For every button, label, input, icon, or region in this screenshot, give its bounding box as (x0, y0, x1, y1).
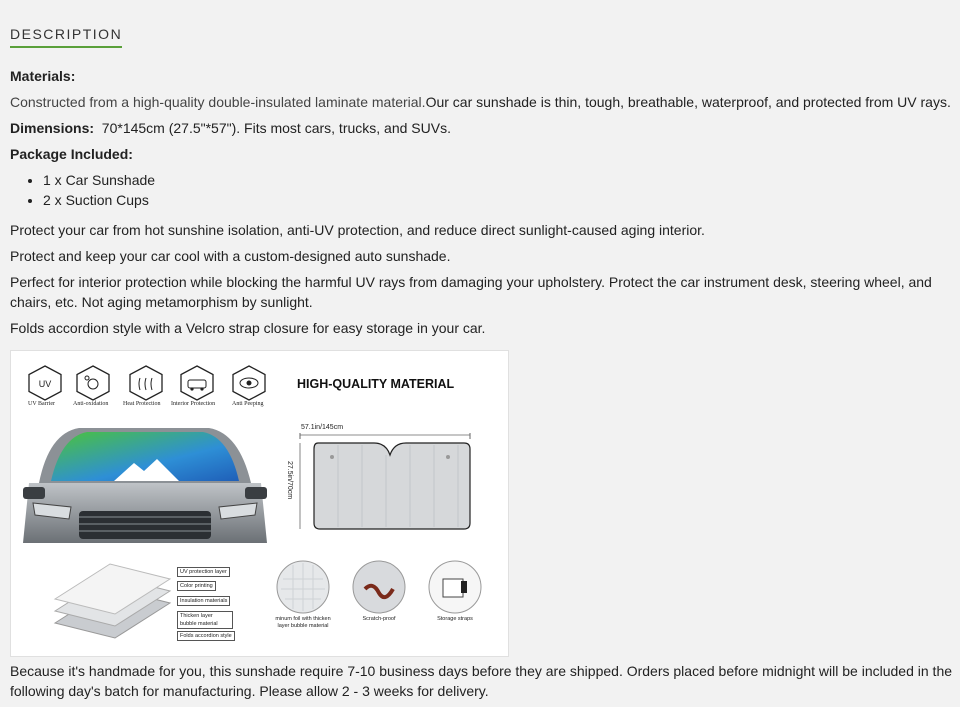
scratch-detail-image (349, 559, 409, 615)
materials-text-main: Our car sunshade is thin, tough, breathable, waterproof, and protected from UV rays. (425, 94, 951, 110)
tab-description[interactable]: DESCRIPTION (10, 26, 122, 48)
feature-label: Anti Peeping (232, 401, 264, 407)
uv-icon (27, 365, 63, 401)
width-label: 57.1in/145cm (301, 424, 344, 431)
package-item: • 2 x Suction Cups (43, 190, 955, 210)
paragraph: Folds accordion style with a Velcro strap closure for easy storage in your car. (10, 320, 486, 336)
layer-label: Color printing (177, 581, 216, 591)
feature-label: UV Barrier (28, 401, 56, 407)
feature-label: Interior Protection (171, 401, 216, 407)
dimensions-label: Dimensions: (10, 120, 95, 136)
strap-detail-image (425, 559, 485, 615)
detail-caption: minum foil with thicken layer bubble material (275, 616, 331, 629)
materials-heading: Materials: (10, 68, 76, 84)
layer-label: Thicken layer bubble material (177, 611, 233, 629)
car-icon (179, 365, 215, 401)
materials-text-light: Constructed from a high-quality double-insulated laminate material. (10, 94, 426, 110)
layers-illustration (45, 563, 175, 643)
dimensions-line (10, 118, 955, 138)
materials-text (10, 92, 955, 112)
product-image (10, 350, 509, 657)
paragraph: Protect and keep your car cool with a custom-designed auto sunshade. (10, 248, 451, 264)
sunshade-diagram (298, 433, 478, 533)
eye-icon (231, 365, 267, 401)
package-item: • 1 x Car Sunshade (43, 170, 955, 190)
image-title: HIGH-QUALITY MATERIAL (297, 377, 455, 391)
detail-caption: Storage straps (437, 616, 473, 622)
layer-label: Folds accordion style (177, 631, 235, 641)
description-body (10, 66, 955, 344)
detail-caption: Scratch-proof (362, 616, 396, 622)
package-heading: Package Included: (10, 146, 133, 162)
paragraph: Perfect for interior protection while blocking the harmful UV rays from damaging your upholstery. Protect the car instrument desk, steering wheel, and chairs, etc. Not aging metamorphism by sunlight. (10, 274, 932, 310)
package-list (10, 170, 955, 210)
shipping-note: Because it's handmade for you, this sunshade require 7-10 business days before they are shipped. Orders placed before midnight will be included in the following day's batch for manufacturing. Please allow 2 - 3 weeks for delivery. (10, 663, 953, 699)
paragraph: Protect your car from hot sunshine isolation, anti-UV protection, and reduce direct sunlight-caused aging interior. (10, 222, 705, 238)
layer-label: UV protection layer (177, 567, 230, 577)
heat-icon (128, 365, 164, 401)
layer-label: Insulation materials (177, 596, 230, 606)
car-illustration (19, 423, 269, 553)
feature-label: Anti-oxidation (73, 401, 109, 407)
dimensions-value: 70*145cm (27.5"*57"). Fits most cars, trucks, and SUVs. (101, 120, 451, 136)
foil-detail-image (273, 559, 333, 615)
oxidation-icon (75, 365, 111, 401)
svg-text:UV: UV (38, 379, 52, 389)
height-label: 27.5in/70cm (286, 461, 293, 500)
feature-label: Heat Protection (123, 401, 161, 407)
